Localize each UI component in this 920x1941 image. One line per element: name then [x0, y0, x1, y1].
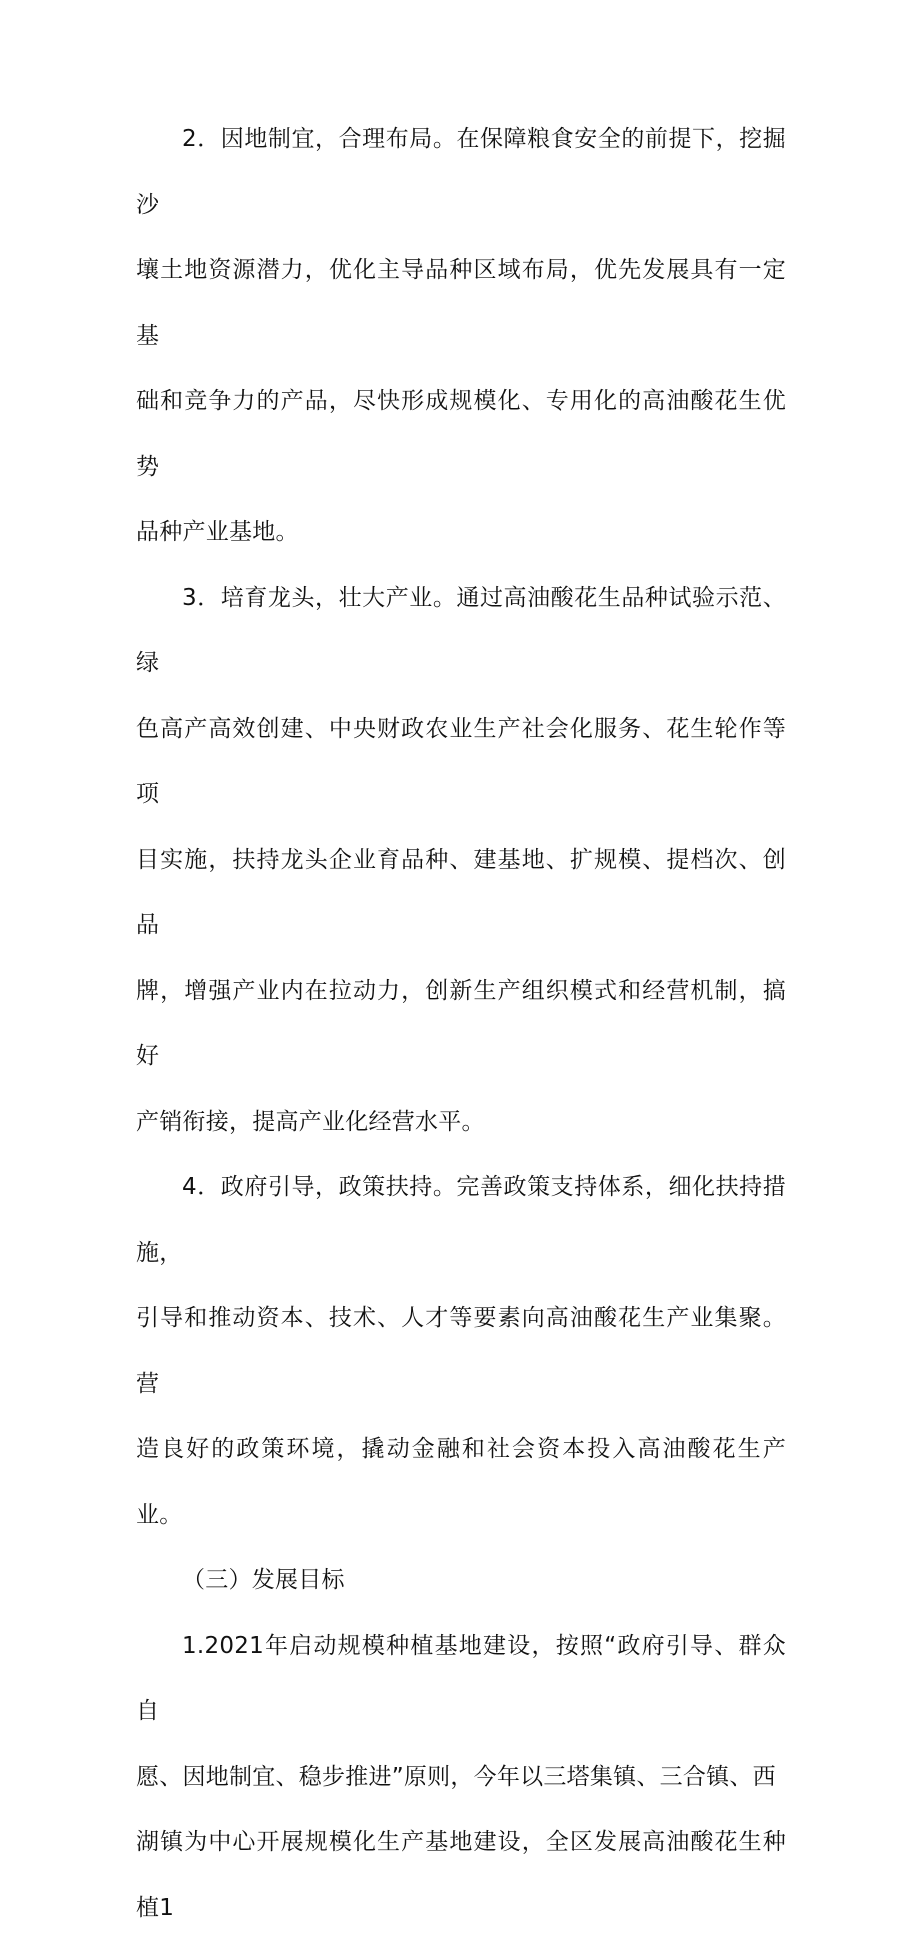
- paragraph-2-line-1: 2．因地制宜，合理布局。在保障粮食安全的前提下，挖掘沙: [136, 126, 786, 218]
- paragraph-3-line-2: 色高产高效创建、中央财政农业生产社会化服务、花生轮作等项: [136, 716, 786, 808]
- goal-1-line-1: 1.2021年启动规模种植基地建设，按照“政府引导、群众自: [136, 1633, 786, 1725]
- section-heading-development-goals: [136, 1548, 786, 1614]
- paragraph-3-line-4: 牌，增强产业内在拉动力，创新生产组织模式和经营机制，搞好: [136, 978, 786, 1070]
- paragraph-2-line-2: 壤土地资源潜力，优化主导品种区域布局，优先发展具有一定基: [136, 257, 786, 349]
- paragraph-measure-2: [136, 107, 786, 566]
- paragraph-measure-3: [136, 566, 786, 1156]
- goal-1-line-3: 湖镇为中心开展规模化生产基地建设，全区发展高油酸花生种植1: [136, 1829, 786, 1921]
- goal-1-line-2: 愿、因地制宜、稳步推进”原则，今年以三塔集镇、三合镇、西: [136, 1764, 776, 1790]
- paragraph-4-line-2: 引导和推动资本、技术、人才等要素向高油酸花生产业集聚。营: [136, 1305, 786, 1397]
- document-body: [136, 107, 786, 1941]
- paragraph-2-line-4: 品种产业基地。: [136, 519, 299, 545]
- paragraph-3-line-3: 目实施，扶持龙头企业育品种、建基地、扩规模、提档次、创品: [136, 847, 786, 939]
- paragraph-3-line-5: 产销衔接，提高产业化经营水平。: [136, 1109, 485, 1135]
- paragraph-4-line-3: 造良好的政策环境，撬动金融和社会资本投入高油酸花生产业。: [136, 1436, 786, 1528]
- paragraph-4-line-1: 4．政府引导，政策扶持。完善政策支持体系，细化扶持措施，: [136, 1174, 786, 1266]
- paragraph-2-line-3: 础和竞争力的产品，尽快形成规模化、专用化的高油酸花生优势: [136, 388, 786, 480]
- paragraph-measure-4: [136, 1155, 786, 1548]
- paragraph-3-line-1: 3．培育龙头，壮大产业。通过高油酸花生品种试验示范、绿: [136, 585, 786, 677]
- section-heading-text: （三）发展目标: [182, 1567, 345, 1593]
- paragraph-goal-1: [136, 1614, 786, 1941]
